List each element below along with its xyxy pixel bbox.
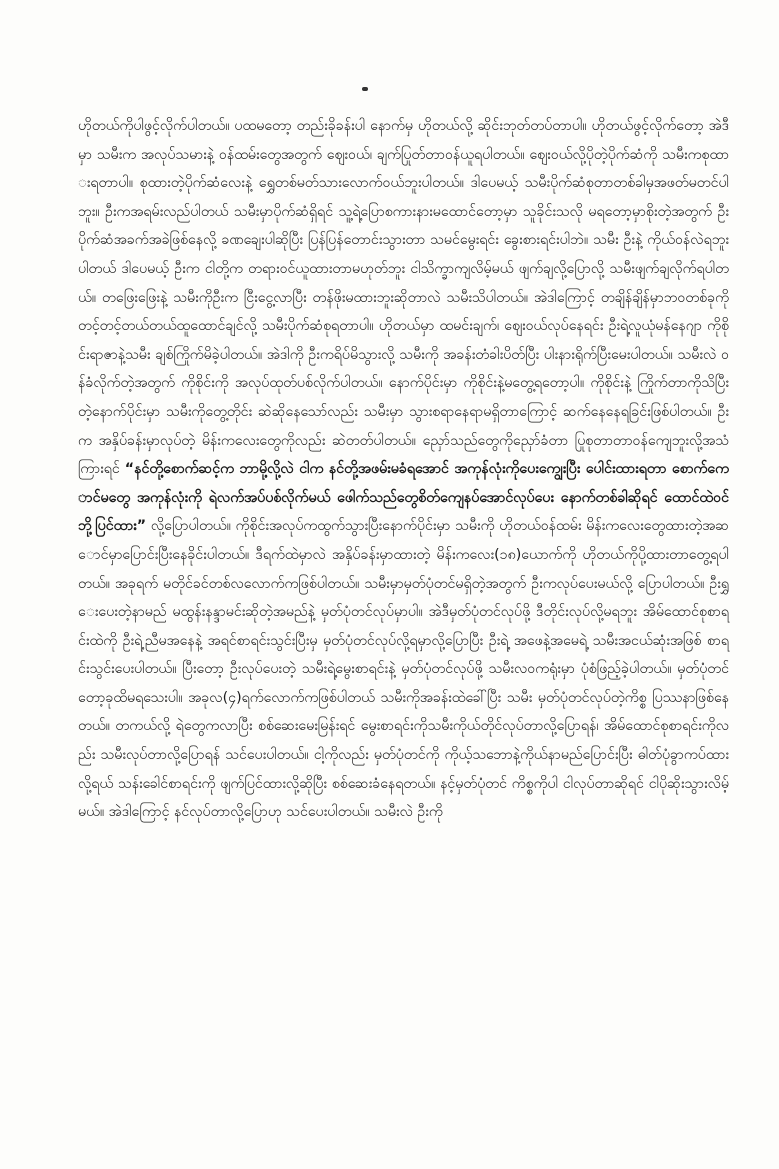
body-paragraph	[78, 112, 729, 827]
body-text-1: ဟိုတယ်ကိုပါဖွင့်လိုက်ပါတယ်။ ပထမတော့ တည်းခိုခန်းပါ နောက်မှ ဟိုတယ်လို့ ဆိုင်းဘုတ်တပ်တာပါ။ ဟိုတယ်ဖွင့်လိုက်တော့ အဲဒီမှာ သမီးက အလုပ်သမားနဲ့ ဝန်ထမ်းတွေအတွက် ဈေးဝယ်၊ ချက်ပြုတ်တာဝန်ယူရပါတယ်။ ဈေးဝယ်လို့ပိုတဲ့ပိုက်ဆံကို သမီးကစုထားရတာပါ။ စုထားတဲ့ပိုက်ဆံလေးနဲ့ ရွှေတစ်မတ်သားလောက်ဝယ်ဘူးပါတယ်။ ဒါပေမယ့် သမီးပိုက်ဆံစုတာတစ်ခါမှအဖတ်မတင်ပါဘူး။ ဦးကအရမ်းလည်ပါတယ် သမီးမှာပိုက်ဆံရှိရင် သူ့ရဲ့ပြောစကားနားမထောင်တော့မှာ သူခိုင်းသလို မရတော့မှာစိုးတဲ့အတွက် ဦးပိုက်ဆံအခက်အခဲဖြစ်နေလို့ ခဏချေးပါဆိုပြီး ပြန်ပြန်တောင်းသွားတာ သမင်မွေးရင်း ခွေးစားရင်းပါဘဲ။ သမီး ဦးနဲ့ ကိုယ်ဝန်လဲရဘူးပါတယ် ဒါပေမယ့် ဦးက ငါတို့က တရားဝင်ယူထားတာမဟုတ်ဘူး ငါသိက္ခာကျလိမ့်မယ် ဖျက်ချလို့ပြောလို့ သမီးဖျက်ချလိုက်ရပါတယ်။ တဖြေးဖြေးနဲ့ သမီးကိုဦးက ငြီးငွေ့လာပြီး တန်ဖိုးမထားဘူးဆိုတာလဲ သမီးသိပါတယ်။ အဲဒါကြောင့် တချိန်ချိန်မှာဘဝတစ်ခုကို တင့်တင့်တယ်တယ်ထူထောင်ချင်လို့ သမီးပိုက်ဆံစုရတာပါ။ ဟိုတယ်မှာ ထမင်းချက်၊ ဈေးဝယ်လုပ်နေရင်း ဦးရဲ့လူယုံမန်နေဂျာ ကိုစိုင်းရာဇာနဲ့သမီး ချစ်ကြိုက်မိခဲ့ပါတယ်။ အဲဒါကို ဦးကရိပ်မိသွားလို့ သမီးကို အခန်းတံခါးပိတ်ပြီး ပါးနားရိုက်ပြီးမေးပါတယ်။ သမီးလဲ ဝန်ခံလိုက်တဲ့အတွက် ကိုစိုင်းကို အလုပ်ထုတ်ပစ်လိုက်ပါတယ်။ နောက်ပိုင်းမှာ ကိုစိုင်းနဲ့မတွေ့ရတော့ပါ။ ကိုစိုင်းနဲ့ ကြိုက်တာကိုသိပြီးတဲ့နောက်ပိုင်းမှာ သမီးကိုတွေ့တိုင်း ဆဲဆိုနေသော်လည်း သမီးမှာ သွားစရာနေရာမရှိတာကြောင့် ဆက်နေနေရခြင်းဖြစ်ပါတယ်။ ဦးက အနှိပ်ခန်းမှာလုပ်တဲ့ မိန်းကလေးတွေကိုလည်း ဆဲတတ်ပါတယ်။ ညှော်သည်တွေကိုညှော်ခံတာ ပြုစုတာတာဝန်ကျေဘူးလို့အသံကြားရင်	[78, 118, 729, 478]
quoted-speech: “နင်တို့စောက်ဆင့်က ဘာမို့လို့လဲ ငါက နင်တို့အဖမ်းမခံရအောင် အကုန်လုံးကိုပေးကျွေးပြီး ပေါင်းထားရတာ စောက်ကောင်မတွေ အကုန်လုံးကို ရဲလက်အပ်ပစ်လိုက်မယ် ဖေါက်သည်တွေစိတ်ကျေနပ်အောင်လုပ်ပေး နောက်တစ်ခါဆိုရင် ထောင်ထဲဝင်ဘို့ပြင်ထား”	[78, 461, 729, 535]
body-text-2: လို့ပြောပါတယ်။ ကိုစိုင်းအလုပ်ကထွက်သွားပြီးနောက်ပိုင်းမှာ သမီးကို ဟိုတယ်ဝန်ထမ်း မိန်းကလေးတွေထားတဲ့အဆောင်မှာပြောင်းပြီးနေခိုင်းပါတယ်။ ဒီရက်ထဲမှာလဲ အနှိပ်ခန်းမှာထားတဲ့ မိန်းကလေး(၁၈)ယောက်ကို ဟိုတယ်ကိုပို့ထားတာတွေ့ရပါတယ်။ အခုရက် မတိုင်ခင်တစ်လလောက်ကဖြစ်ပါတယ်။ သမီးမှာမှတ်ပုံတင်မရှိတဲ့အတွက် ဦးကလုပ်ပေးမယ်လို့ ပြောပါတယ်။ ဦးရွှေးပေးတဲ့နာမည် မထွန်းနန္ဒာမင်းဆိုတဲ့အမည်နဲ့ မှတ်ပုံတင်လုပ်မှာပါ။ အဲဒီမှတ်ပုံတင်လုပ်ဖို့ ဒီတိုင်းလုပ်လို့မရဘူး အိမ်ထောင်စုစာရင်းထဲကို ဦးရဲ့ညီမအနေနဲ့ အရင်စာရင်းသွင်းပြီးမှ မှတ်ပုံတင်လုပ်လို့ရမှာလို့ပြောပြီး ဦးရဲ့ အဖေနဲ့အမေရဲ့ သမီးအငယ်ဆုံးအဖြစ် စာရင်းသွင်းပေးပါတယ်။ ပြီးတော့ ဦးလုပ်ပေးတဲ့ သမီးရဲ့မွေးစာရင်းနဲ့ မှတ်ပုံတင်လုပ်ဖို့ သမီးလဝကရုံးမှာ ပုံစံဖြည့်ခဲ့ပါတယ်။ မှတ်ပုံတင်တော့ခုထိမရသေးပါ။ အခုလ(၄)ရက်လောက်ကဖြစ်ပါတယ် သမီးကိုအခန်းထဲခေါ်ပြီး သမီး မှတ်ပုံတင်လုပ်တဲ့ကိစ္စ ပြဿနာဖြစ်နေတယ်။ တကယ်လို့ ရဲတွေကလာပြီး စစ်ဆေးမေးမြန်းရင် မွေးစာရင်းကိုသမီးကိုယ်တိုင်လုပ်တာလို့ပြောရန်၊ အိမ်ထောင်စုစာရင်းကိုလည်း သမီးလုပ်တာလို့ပြောရန် သင်ပေးပါတယ်။ ငါ့ကိုလည်း မှတ်ပုံတင်ကို ကိုယ့်သဘောနဲ့ကိုယ်နာမည်ပြောင်းပြီး ဓါတ်ပုံခွာကပ်ထားလို့ရယ် သန်းခေါင်စာရင်းကို ဖျက်ပြင်ထားလို့ဆိုပြီး စစ်ဆေးခံနေရတယ်။ နင့်မှတ်ပုံတင် ကိစ္စကိုပါ ငါလုပ်တာဆိုရင် ငါပိုဆိုးသွားလိမ့်မယ်။ အဲဒါကြောင့် နင်လုပ်တာလို့ပြောဟု သင်ပေးပါတယ်။ သမီးလဲ ဦးကို	[78, 518, 729, 821]
page-mark	[362, 87, 368, 91]
